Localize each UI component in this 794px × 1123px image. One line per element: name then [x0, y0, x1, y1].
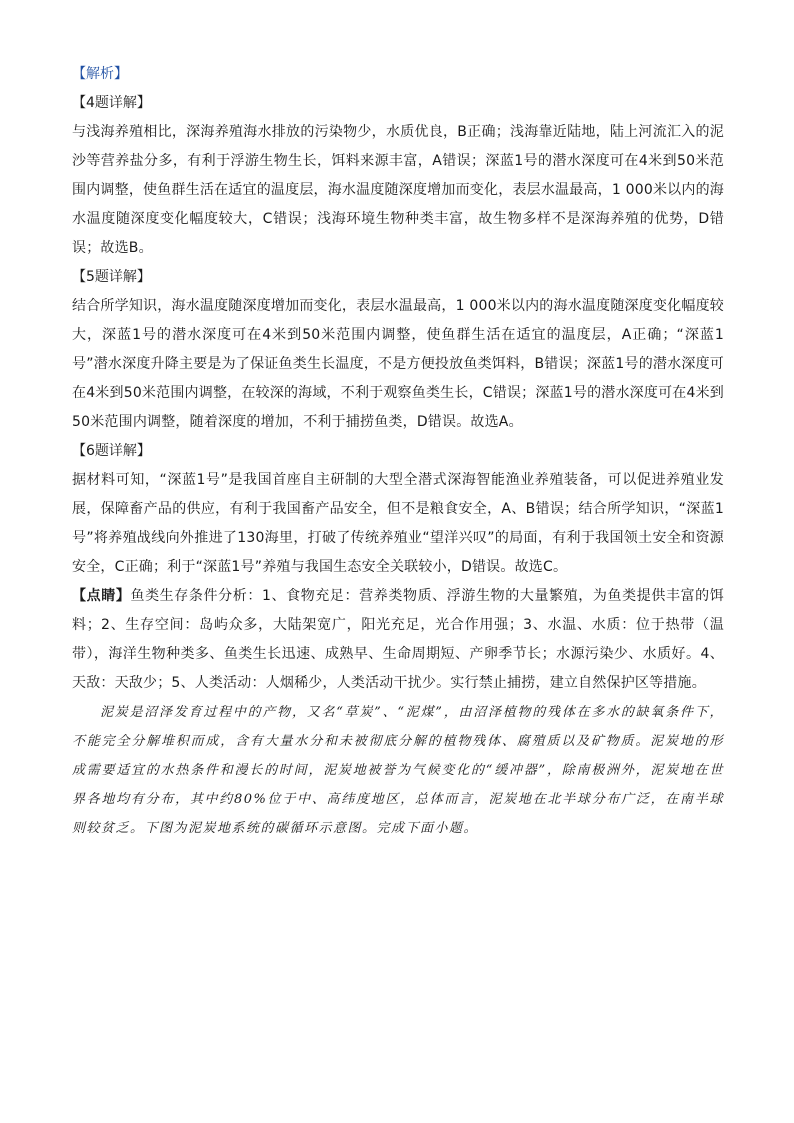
tips-paragraph [72, 582, 724, 698]
peat-passage: 泥炭是沼泽发育过程中的产物，又名“草炭”、“泥煤”，由沼泽植物的残体在多水的缺氧条件下，不能完全分解堆积而成，含有大量水分和未被彻底分解的植物残体、腐殖质以及矿物质。泥炭地的形成需要适宜的水热条件和漫长的时间，泥炭地被誉为气候变化的“缓冲器”，除南极洲外，泥炭地在世界各地均有分布，其中约80%位于中、高纬度地区，总体而言，泥炭地在北半球分布广泛，在南半球则较贫乏。下图为泥炭地系统的碳循环示意图。完成下面小题。 [72, 705, 724, 836]
document-page [72, 60, 724, 843]
q5-heading: 【5题详解】 [72, 269, 151, 285]
tips-text: 鱼类生存条件分析：1、食物充足：营养类物质、浮游生物的大量繁殖，为鱼类提供丰富的饵料；2、生存空间：岛屿众多，大陆架宽广，阳光充足，光合作用强；3、水温、水质：位于热带（温带），海洋生物种类多、鱼类生长迅速、成熟早、生命周期短、产卵季节长；水源污染少、水质好。4、天敌：天敌少；5、人类活动：人烟稀少，人类活动干扰少。实行禁止捕捞，建立自然保护区等措施。 [72, 588, 724, 691]
analysis-heading: 【解析】 [72, 66, 128, 82]
q6-explanation: 据材料可知，“深蓝1号”是我国首座自主研制的大型全潜式深海智能渔业养殖装备，可以促进养殖业发展，保障畜产品的供应，有利于我国畜产品安全，但不是粮食安全，A、B错误；结合所学知识，“深蓝1号”将养殖战线向外推进了130海里，打破了传统养殖业“望洋兴叹”的局面，有利于我国领土安全和资源安全，C正确；利于“深蓝1号”养殖与我国生态安全关联较小，D错误。故选C。 [72, 472, 724, 575]
q4-explanation: 与浅海养殖相比，深海养殖海水排放的污染物少，水质优良，B正确；浅海靠近陆地，陆上河流汇入的泥沙等营养盐分多，有利于浮游生物生长，饵料来源丰富，A错误；深蓝1号的潜水深度可在4米到50米范围内调整，使鱼群生活在适宜的温度层，海水温度随深度增加而变化，表层水温最高，1 000米以内的海水温度随深度变化幅度较大，C错误；浅海环境生物种类丰富，故生物多样不是深海养殖的优势，D错误；故选B。 [72, 124, 724, 256]
q6-heading: 【6题详解】 [72, 443, 151, 459]
tips-label: 【点睛】 [72, 588, 131, 604]
q4-heading: 【4题详解】 [72, 95, 151, 111]
q5-explanation: 结合所学知识，海水温度随深度增加而变化，表层水温最高，1 000米以内的海水温度随深度变化幅度较大，深蓝1号的潜水深度可在4米到50米范围内调整，使鱼群生活在适宜的温度层，A正确；“深蓝1号”潜水深度升降主要是为了保证鱼类生长温度，不是方便投放鱼类饵料，B错误；深蓝1号的潜水深度可在4米到50米范围内调整，在较深的海域，不利于观察鱼类生长，C错误；深蓝1号的潜水深度可在4米到50米范围内调整，随着深度的增加，不利于捕捞鱼类，D错误。故选A。 [72, 298, 724, 430]
